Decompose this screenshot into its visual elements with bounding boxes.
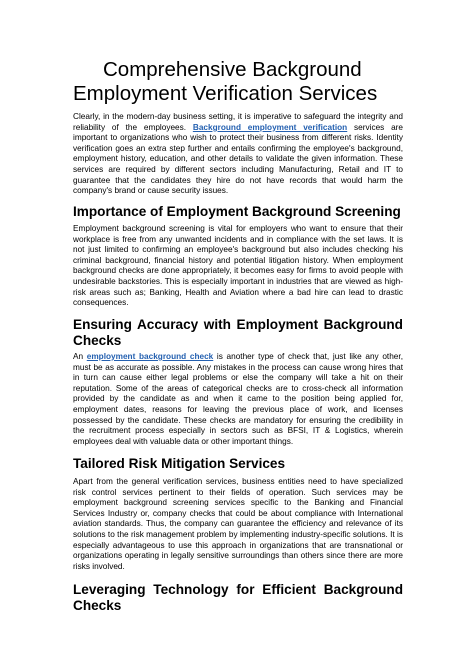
employment-background-check-link[interactable]: employment background check: [86, 352, 214, 361]
heading-ensuring-accuracy: [73, 317, 403, 349]
heading-ensuring-accuracy-line-1: Ensuring Accuracy with Employment Background: [73, 317, 403, 332]
background-employment-verification-link[interactable]: Background employment verification: [192, 122, 348, 132]
heading-leveraging-technology-line-2: Checks: [73, 598, 122, 613]
intro-text-end: services are important to organizations who wish to protect their business from different risks. Identity verification goes an extra step further and entails confirming the employee's background, employment history, education, and other details to validate the given information. These services are required by different sectors including Manufacturing, Retail and IT to guarantee that the candidates they hire do not have records that would harm the company's brand or cause security issues.: [73, 122, 404, 196]
heading-leveraging-technology: [73, 582, 403, 614]
heading-importance: Importance of Employment Background Screening: [73, 204, 401, 219]
heading-tailored-risk: Tailored Risk Mitigation Services: [73, 456, 286, 471]
importance-paragraph: Employment background screening is vital for employers who want to ensure that their workplace is free from any unwanted incidents and in compliance with the set laws. It is not just limited to confirming an employee's background but also includes checking his criminal background, financial history and potential litigation history. When employment background checks are done appropriately, it becomes easy for firms to avoid people with undesirable backstories. This is especially important in industries that are viewed as high-risk areas such as; Banking, Health and Aviation where a bad hire can lead to drastic consequences.: [73, 224, 403, 308]
document-title: [73, 58, 413, 106]
title-line-1: Comprehensive Background: [103, 58, 362, 81]
heading-leveraging-technology-line-1: Leveraging Technology for Efficient Background: [73, 582, 403, 597]
accuracy-paragraph: [73, 352, 403, 447]
heading-ensuring-accuracy-line-2: Checks: [73, 333, 122, 348]
title-line-2: Employment Verification Services: [73, 82, 378, 105]
accuracy-text-start: An: [73, 352, 87, 361]
tailored-risk-paragraph: Apart from the general verification services, business entities need to have specialized risk control services pertinent to their fields of operation. Such services may be employment background screening services specific to the Banking and Financial Services Industry or, company checks that could be about compliance with International aviation standards. Thus, the company can guarantee the efficiency and relevance of its solutions to the risk management problem by implementing industry-specific solutions. It is especially advantageous to use this approach in organizations that are transnational or organizations operating in legally sensitive surroundings than others since there are more risks involved.: [73, 477, 403, 571]
intro-text-start: Clearly, in the modern-day business setting, it is imperative to safeguard the integrity and reliability of the employees.: [73, 112, 403, 132]
intro-paragraph: [73, 112, 403, 197]
accuracy-text-end: is another type of check that, just like any other, must be as accurate as possible. Any mistakes in the process can cause wrong hires that in turn can cause either legal problems or else the company will take a hit on their reputation. Some of the areas of categorical checks are to cross-check all information provided by the candidate as and when it came to the position being applied for, employment dates, reasons for leaving the previous place of work, and licenses possessed by the candidate. These checks are mandatory for ensuring the credibility in the recruitment process especially in sectors such as BFSI, IT & Logistics, wherein employees deal with valuable data or other important things.: [73, 352, 403, 446]
